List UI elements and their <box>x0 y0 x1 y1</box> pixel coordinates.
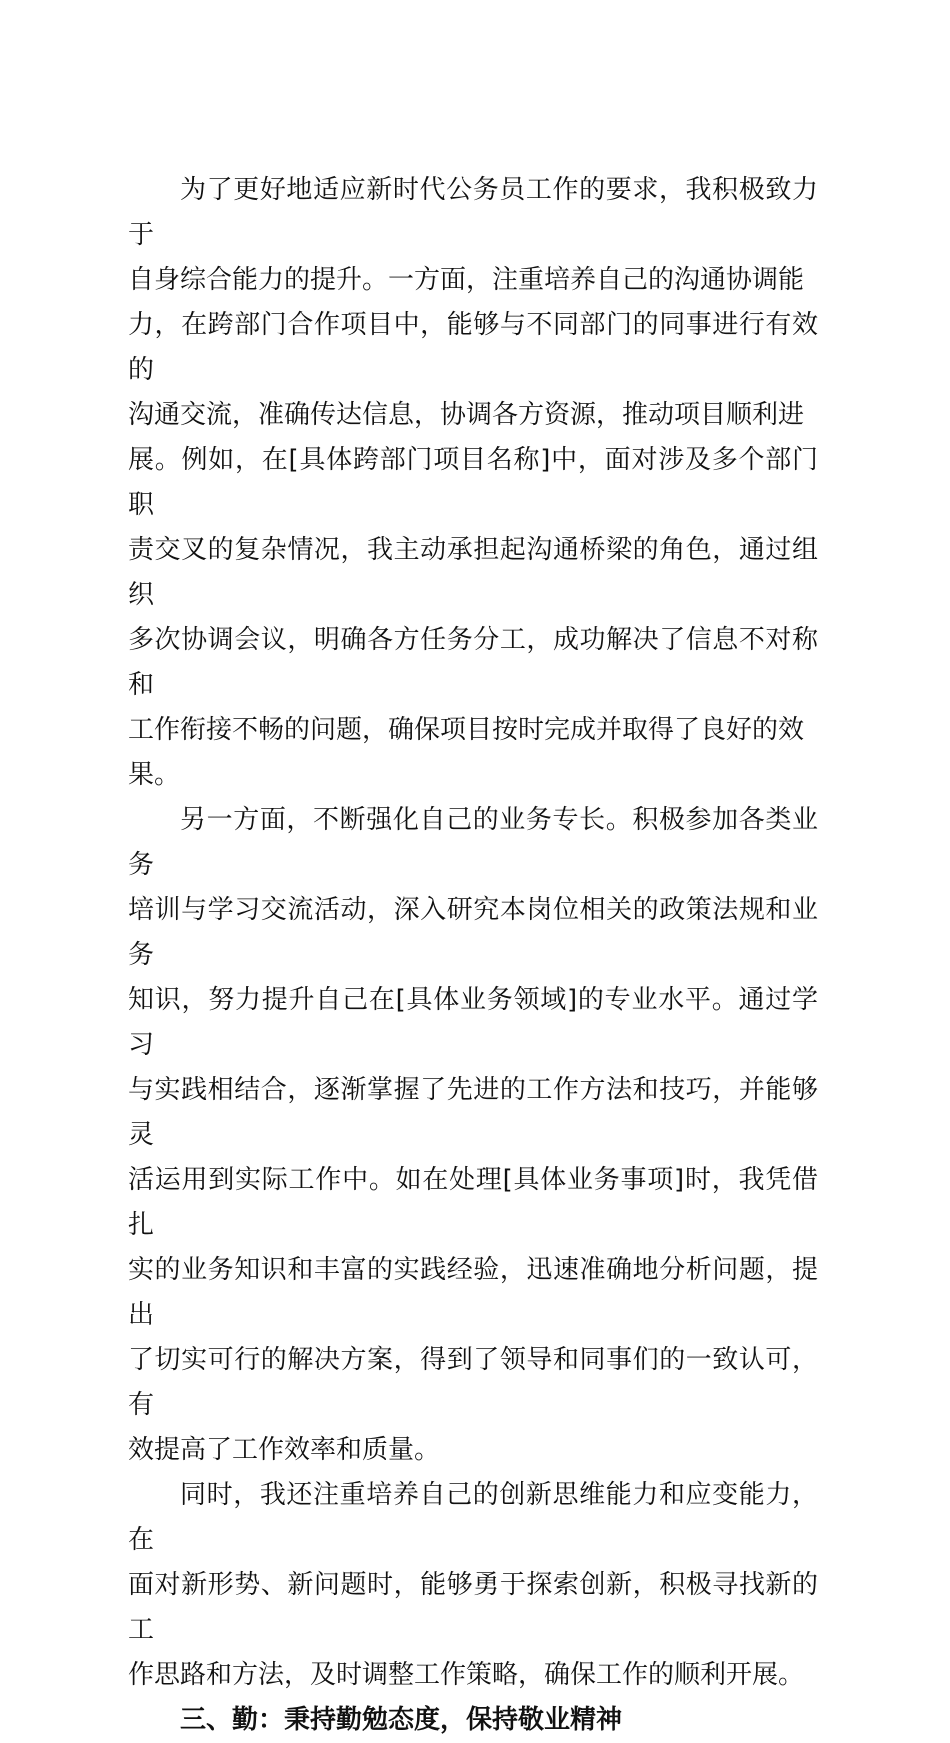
paragraph-business-expertise: 另一方面，不断强化自己的业务专长。积极参加各类业务 培训与学习交流活动，深入研究本岗位相关的政策法规和业务 知识，努力提升自己在[具体业务领域]的专业水平。通过学习 与实践相结合，逐渐掌握了先进的工作方法和技巧，并能够灵 活运用到实际工作中。如在处理[具体业务事项]时，我凭借扎 实的业务知识和丰富的实践经验，迅速准确地分析问题，提出 了切实可行的解决方案，得到了领导和同事们的一致认可，有 效提高了工作效率和质量。 <box>128 805 818 1465</box>
section-heading: 三、勤：秉持勤勉态度，保持敬业精神 <box>180 1705 623 1735</box>
document-body <box>128 168 818 1743</box>
paragraph-communication: 为了更好地适应新时代公务员工作的要求，我积极致力于 自身综合能力的提升。一方面，注重培养自己的沟通协调能 力，在跨部门合作项目中，能够与不同部门的同事进行有效的 沟通交流，准确传达信息，协调各方资源，推动项目顺利进 展。例如，在[具体跨部门项目名称]中，面对涉及多个部门职 责交叉的复杂情况，我主动承担起沟通桥梁的角色，通过组织 多次协调会议，明确各方任务分工，成功解决了信息不对称和 工作衔接不畅的问题，确保项目按时完成并取得了良好的效 果。 <box>128 175 818 790</box>
paragraph-innovation: 同时，我还注重培养自己的创新思维能力和应变能力，在 面对新形势、新问题时，能够勇于探索创新，积极寻找新的工 作思路和方法，及时调整工作策略，确保工作的顺利开展。 <box>128 1480 818 1690</box>
